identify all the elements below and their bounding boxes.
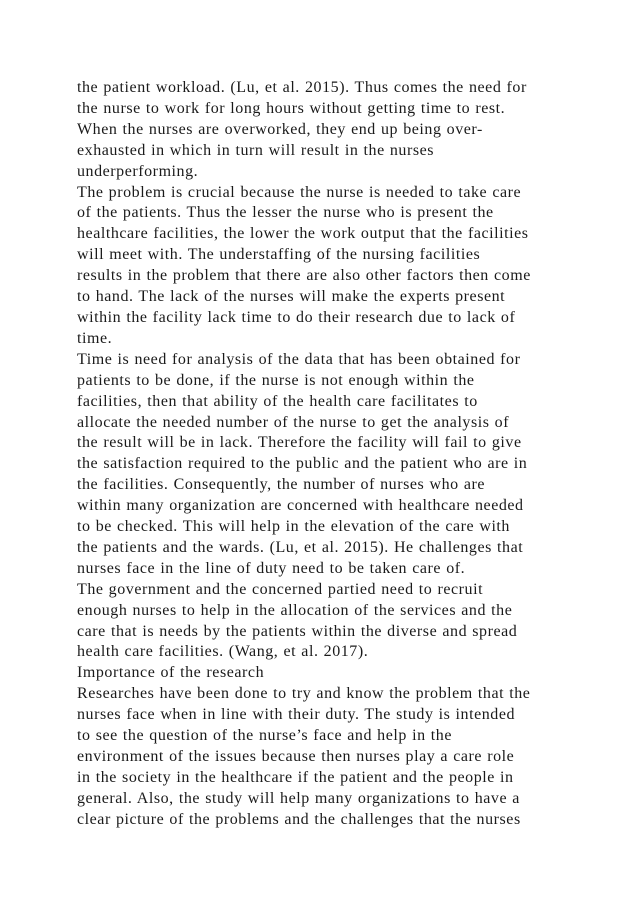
text-line: The government and the concerned partied need to recruit: [77, 580, 484, 598]
text-line: Researches have been done to try and know the problem that the: [77, 685, 531, 703]
text-line: healthcare facilities, the lower the work output that the facilities: [77, 225, 529, 243]
text-line: the patient workload. (Lu, et al. 2015). Thus comes the need for: [77, 79, 527, 96]
text-line: the result will be in lack. Therefore the facility will fail to give: [77, 434, 522, 452]
text-line: of the patients. Thus the lesser the nurse who is present the: [77, 204, 494, 222]
text-line: exhausted in which in turn will result in the nurses: [77, 141, 435, 159]
text-line: to be checked. This will help in the elevation of the care with: [77, 518, 510, 536]
text-line: Time is need for analysis of the data that has been obtained for: [77, 350, 521, 368]
text-line: in the society in the healthcare if the patient and the people in: [77, 768, 514, 786]
text-line: the nurse to work for long hours without getting time to rest.: [77, 99, 506, 117]
text-line: results in the problem that there are also other factors then come: [77, 267, 531, 285]
text-line: allocate the needed number of the nurse to get the analysis of: [77, 413, 510, 431]
text-line: care that is needs by the patients within the diverse and spread: [77, 622, 518, 640]
body-text: [77, 78, 597, 831]
text-line: to see the question of the nurse’s face and help in the: [77, 727, 452, 745]
text-line: to hand. The lack of the nurses will make the experts present: [77, 288, 506, 306]
text-line: will meet with. The understaffing of the nursing facilities: [77, 246, 481, 264]
text-line: time.: [77, 329, 113, 347]
text-line: the facilities. Consequently, the number of nurses who are: [77, 476, 486, 494]
text-line: within the facility lack time to do their research due to lack of: [77, 308, 516, 326]
text-line: general. Also, the study will help many organizations to have a: [77, 789, 520, 807]
text-line: nurses face in the line of duty need to be taken care of.: [77, 559, 466, 577]
text-line: nurses face when in line with their duty. The study is intended: [77, 706, 516, 724]
text-line: within many organization are concerned with healthcare needed: [77, 497, 524, 515]
text-line: the satisfaction required to the public and the patient who are in: [77, 455, 528, 473]
text-line: health care facilities. (Wang, et al. 2017).: [77, 643, 369, 661]
text-line: The problem is crucial because the nurse is needed to take care: [77, 183, 522, 201]
text-line: the patients and the wards. (Lu, et al. 2015). He challenges that: [77, 538, 524, 556]
text-line: enough nurses to help in the allocation of the services and the: [77, 601, 513, 619]
section-heading: Importance of the research: [77, 664, 265, 682]
text-line: facilities, then that ability of the health care facilitates to: [77, 392, 478, 410]
text-line: clear picture of the problems and the challenges that the nurses: [77, 810, 521, 828]
text-line: When the nurses are overworked, they end up being over-: [77, 120, 483, 138]
text-line: environment of the issues because then nurses play a care role: [77, 748, 515, 765]
text-line: patients to be done, if the nurse is not enough within the: [77, 371, 475, 389]
text-line: underperforming.: [77, 162, 199, 180]
